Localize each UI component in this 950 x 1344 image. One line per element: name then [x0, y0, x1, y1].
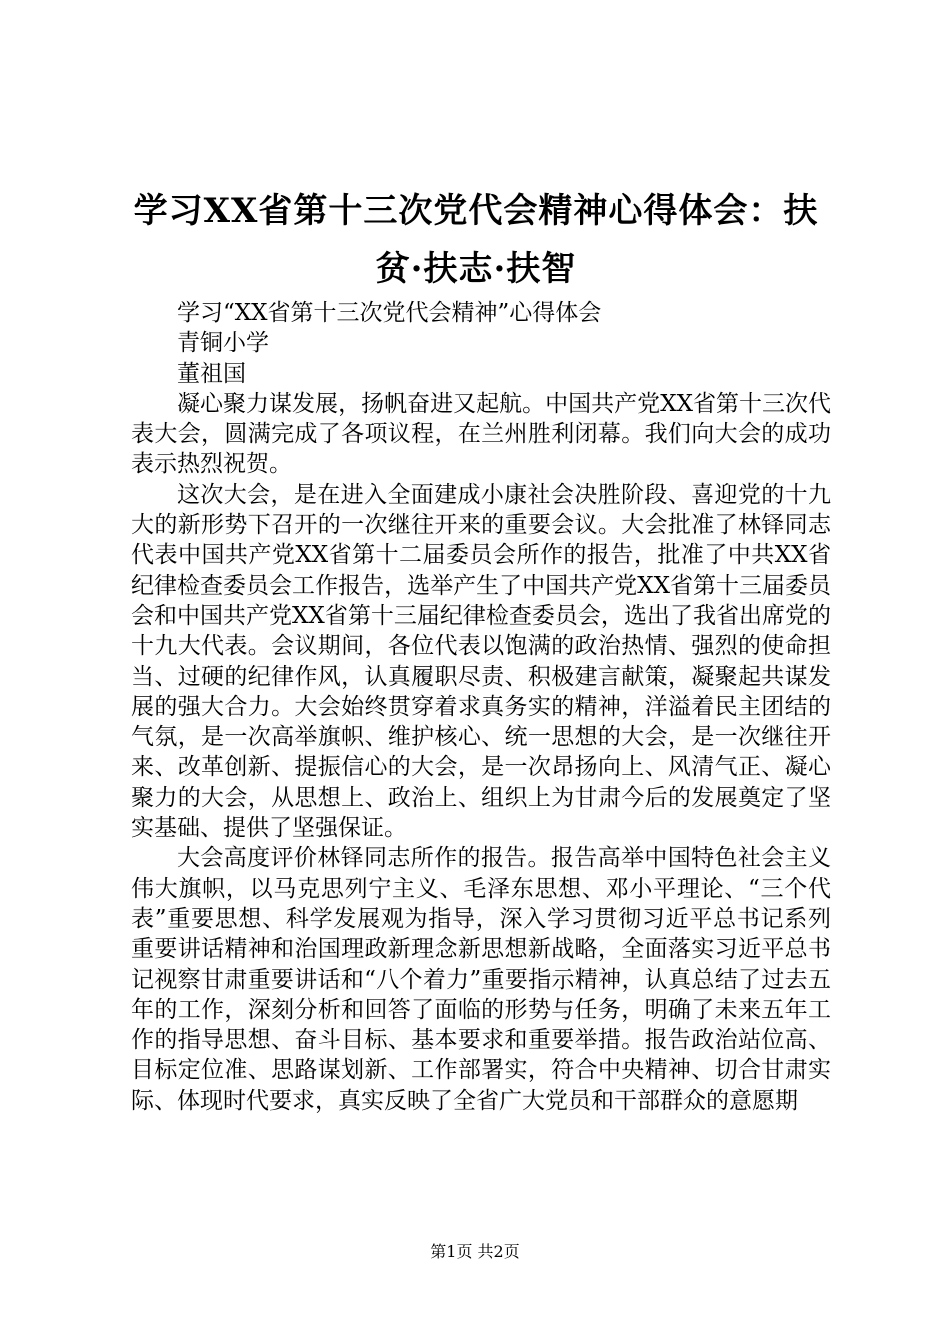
document-title: 学习XX省第十三次党代会精神心得体会：扶贫·扶志·扶智 [133, 191, 819, 289]
paragraph-2: 这次大会，是在进入全面建成小康社会决胜阶段、喜迎党的十九大的新形势下召开的一次继往开来的重要会议。大会批准了林铎同志代表中国共产党XX省第十二届委员会所作的报告，批准了中共XX省纪律检查委员会工作报告，选举产生了中国共产党XX省第十三届委员会和中国共产党XX省第十三届纪律检查委员会，选出了我省出席党的十九大代表。会议期间，各位代表以饱满的政治热情、强烈的使命担当、过硬的纪律作风，认真履职尽责、积极建言献策，凝聚起共谋发展的强大合力。大会始终贯穿着求真务实的精神，洋溢着民主团结的气氛，是一次高举旗帜、维护核心、统一思想的大会，是一次继往开来、改革创新、提振信心的大会，是一次昂扬向上、风清气正、凝心聚力的大会，从思想上、政治上、组织上为甘肃今后的发展奠定了坚实基础、提供了坚强保证。 [131, 481, 831, 842]
paragraph-1: 凝心聚力谋发展，扬帆奋进又起航。中国共产党XX省第十三次代表大会，圆满完成了各项议程，在兰州胜利闭幕。我们向大会的成功表示热烈祝贺。 [131, 390, 831, 478]
document-subtitle: 学习“XX省第十三次党代会精神”心得体会 [177, 300, 602, 326]
document-body [131, 298, 831, 1116]
school-name: 青铜小学 [177, 330, 269, 357]
paragraph-3: 大会高度评价林铎同志所作的报告。报告高举中国特色社会主义伟大旗帜，以马克思列宁主义、毛泽东思想、邓小平理论、“三个代表”重要思想、科学发展观为指导，深入学习贯彻习近平总书记系列重要讲话精神和治国理政新理念新思想新战略，全面落实习近平总书记视察甘肃重要讲话和“八个着力”重要指示精神，认真总结了过去五年的工作，深刻分析和回答了面临的形势与任务，明确了未来五年工作的指导思想、奋斗目标、基本要求和重要举措。报告政治站位高、目标定位准、思路谋划新、工作部署实，符合中央精神、切合甘肃实际、体现时代要求，真实反映了全省广大党员和干部群众的意愿期 [131, 845, 831, 1114]
page-footer: 第1页 共2页 [430, 1242, 520, 1261]
author-name: 董祖国 [177, 360, 246, 387]
